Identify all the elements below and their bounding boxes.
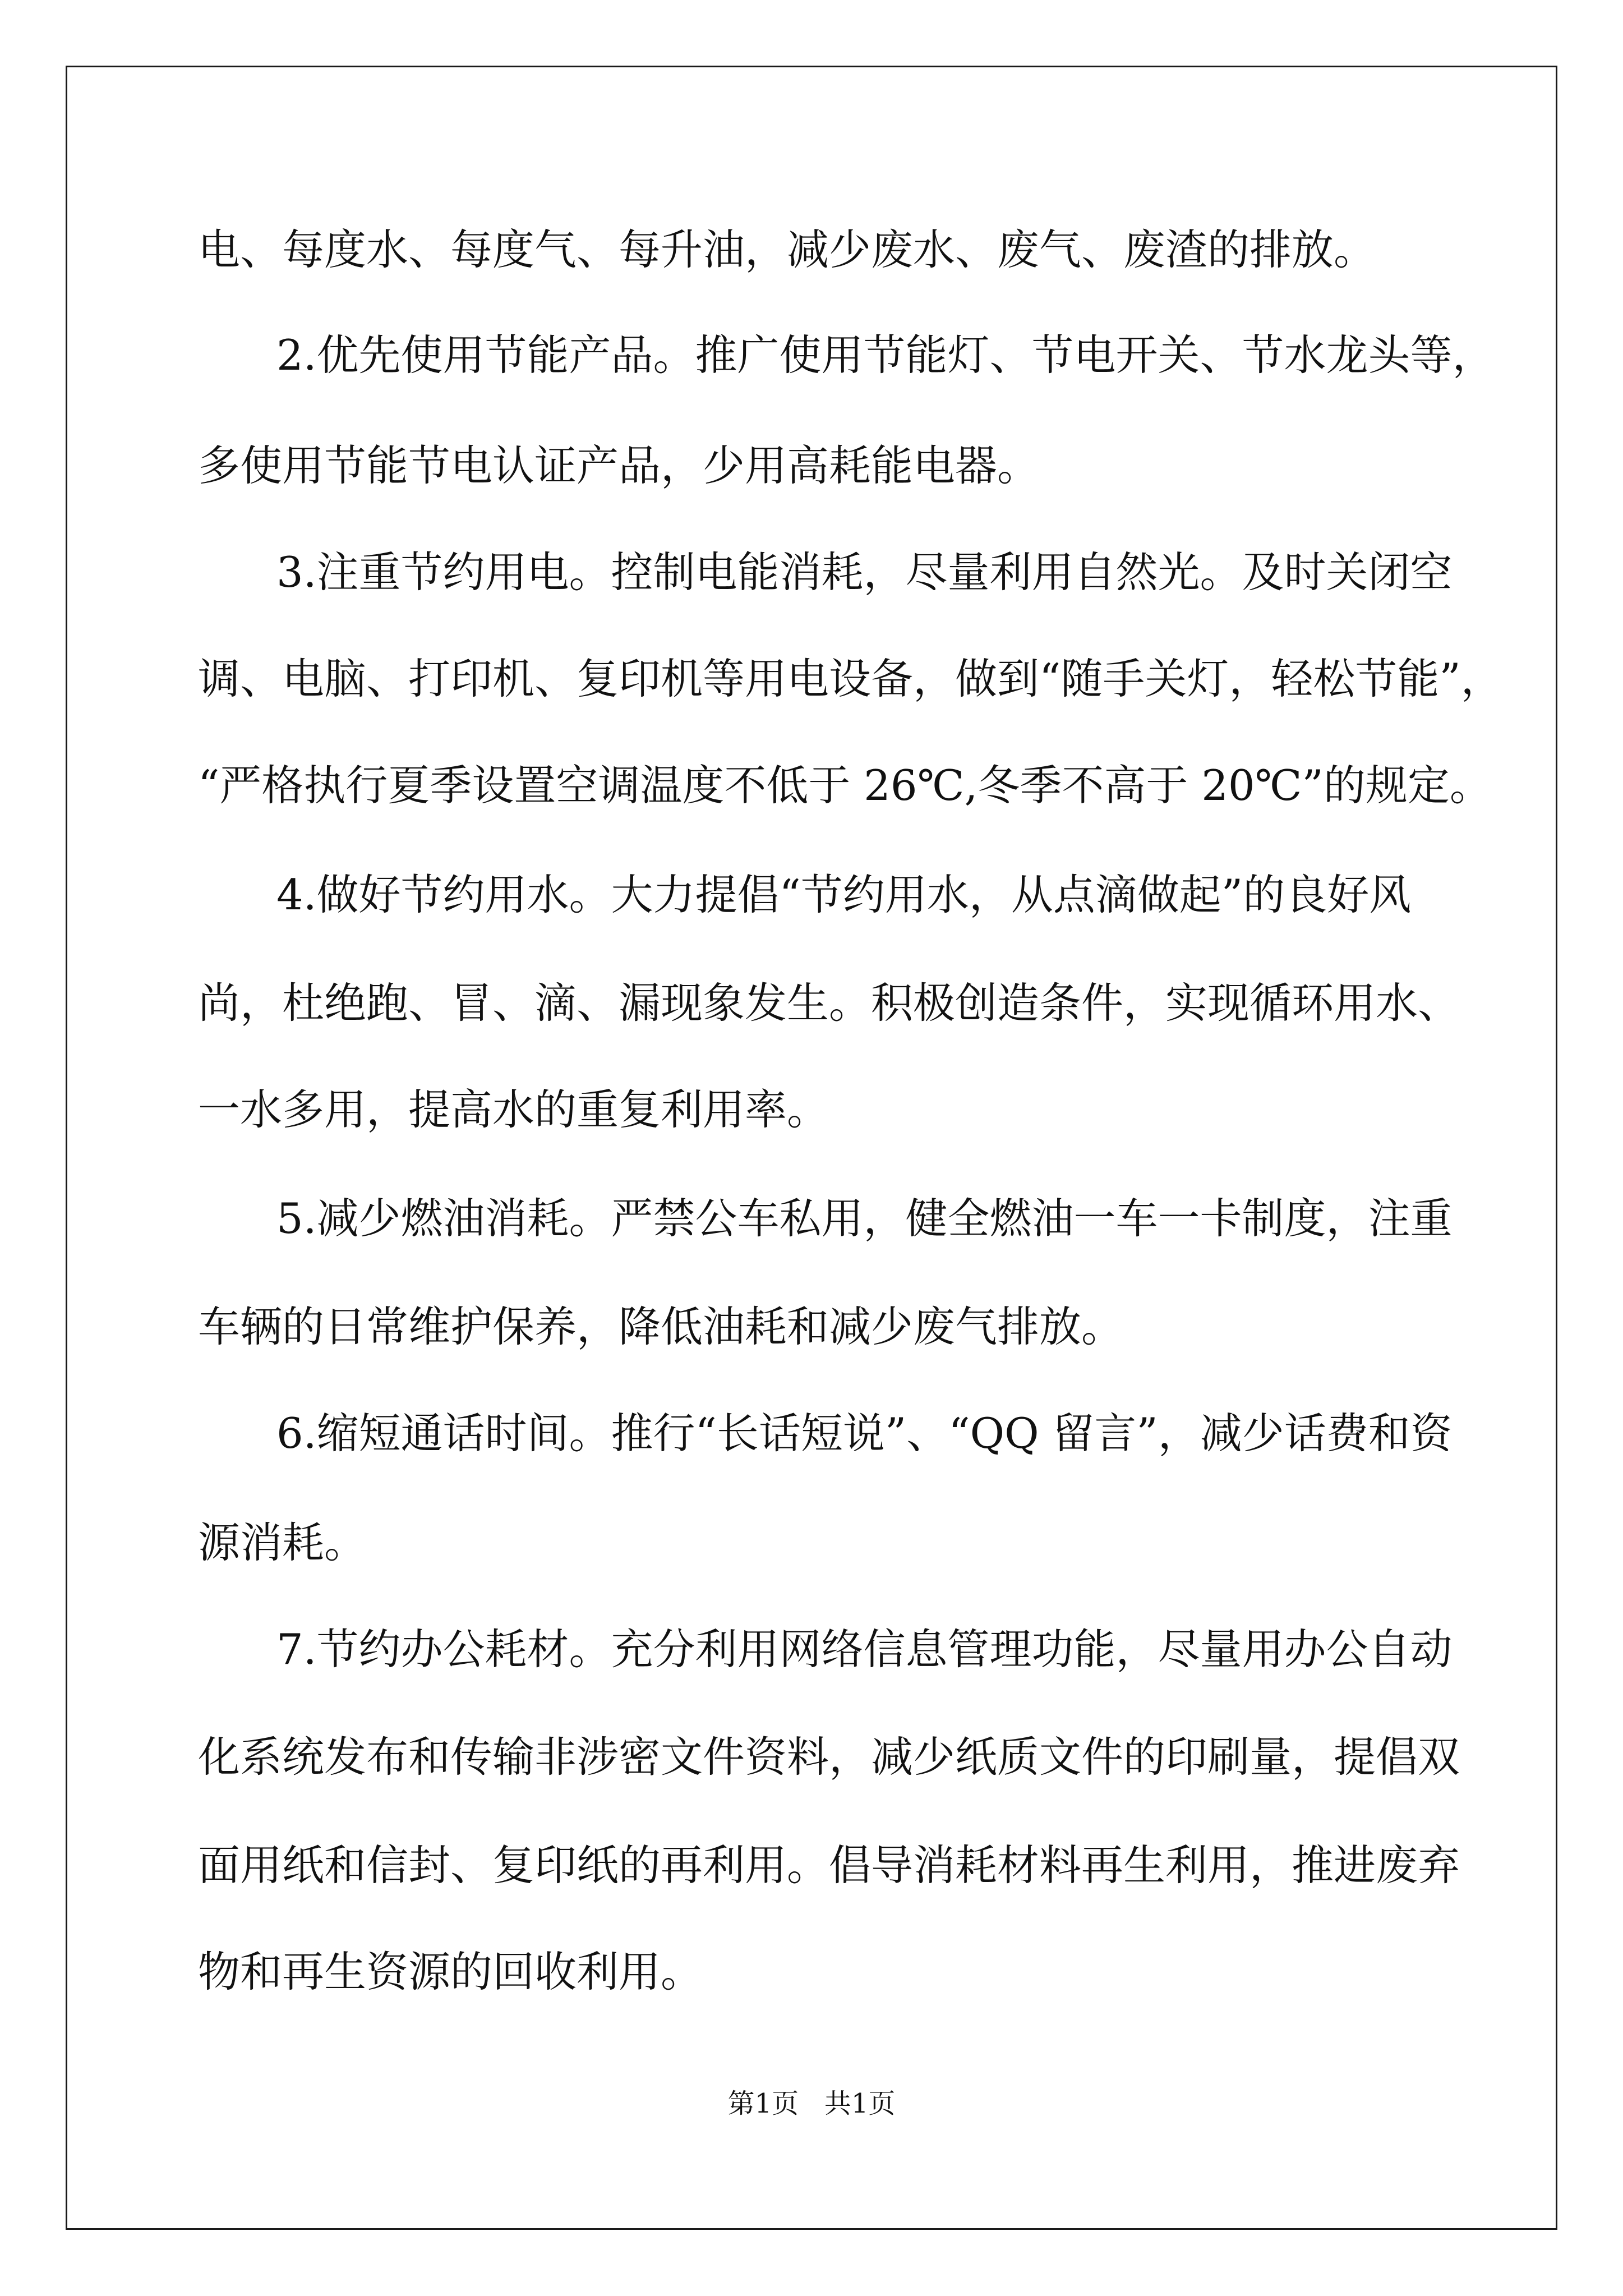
text-line: 3.注重节约用电。控制电能消耗，尽量利用自然光。及时关闭空	[276, 547, 1453, 597]
text-line: 一水多用，提高水的重复利用率。	[198, 1085, 829, 1134]
text-line: 化系统发布和传输非涉密文件资料，减少纸质文件的印刷量，提倡双	[198, 1732, 1460, 1782]
text-line: 2.优先使用节能产品。推广使用节能灯、节电开关、节水龙头等，	[276, 330, 1495, 380]
text-line: 面用纸和信封、复印纸的再利用。倡导消耗材料再生利用，推进废弃	[198, 1841, 1460, 1890]
text-line: 源消耗。	[198, 1518, 367, 1567]
page-footer: 第1页 共1页	[727, 2088, 896, 2119]
text-line: 多使用节能节电认证产品，少用高耗能电器。	[198, 441, 1040, 490]
text-line: 电、每度水、每度气、每升油，减少废水、废气、废渣的排放。	[198, 225, 1376, 274]
text-line: “严格执行夏季设置空调温度不低于 26℃,冬季不高于 20℃”的规定。	[198, 761, 1492, 810]
text-line: 7.节约办公耗材。充分利用网络信息管理功能，尽量用办公自动	[276, 1625, 1453, 1674]
text-line: 物和再生资源的回收利用。	[198, 1947, 703, 1996]
text-line: 车辆的日常维护保养，降低油耗和减少废气排放。	[198, 1302, 1124, 1351]
text-line: 6.缩短通话时间。推行“长话短说”、“QQ 留言”，减少话费和资	[276, 1409, 1453, 1458]
page-border	[66, 66, 1557, 2230]
text-line: 5.减少燃油消耗。严禁公车私用，健全燃油一车一卡制度，注重	[276, 1194, 1453, 1243]
text-line: 尚，杜绝跑、冒、滴、漏现象发生。积极创造条件，实现循环用水、	[198, 978, 1460, 1028]
text-line: 4.做好节约用水。大力提倡“节约用水，从点滴做起”的良好风	[276, 870, 1412, 919]
text-line: 调、电脑、打印机、复印机等用电设备，做到“随手关灯，轻松节能”，	[198, 654, 1503, 703]
